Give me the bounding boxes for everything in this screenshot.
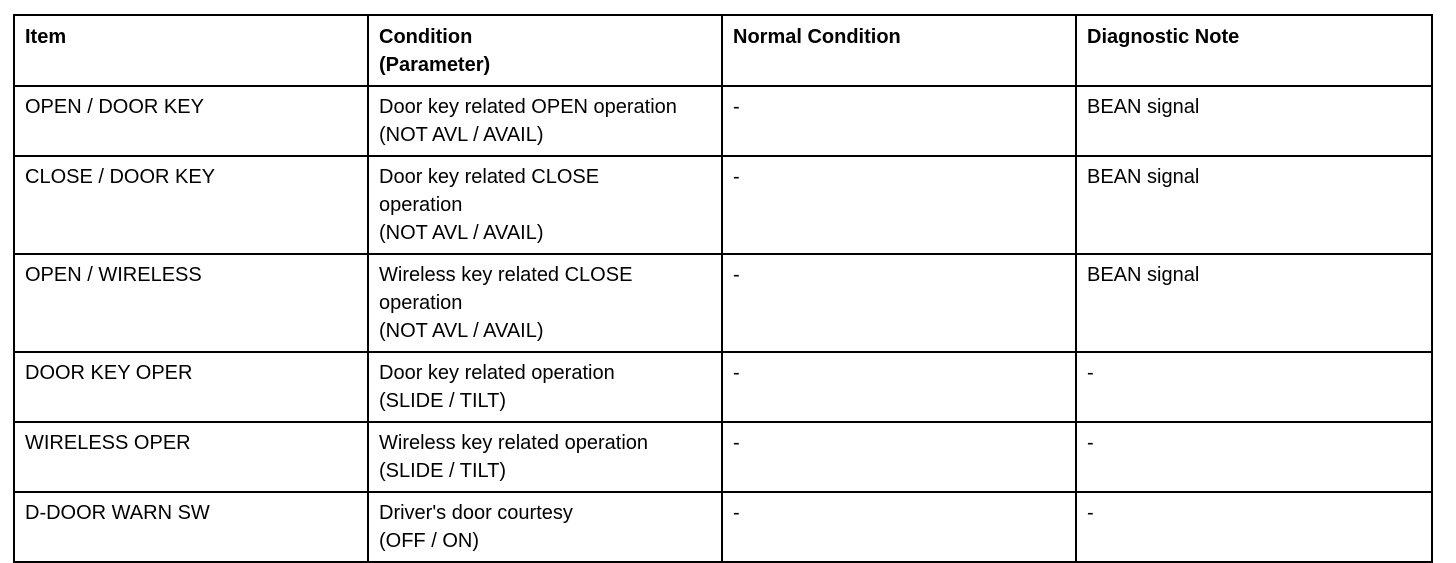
cell-diagnostic-note: - — [1076, 352, 1432, 422]
condition-line: Door key related operation — [379, 362, 615, 384]
condition-line: (SLIDE / TILT) — [379, 460, 507, 482]
cell-condition — [368, 156, 722, 254]
cell-item: OPEN / WIRELESS — [14, 254, 368, 352]
cell-item: CLOSE / DOOR KEY — [14, 156, 368, 254]
condition-line: (OFF / ON) — [379, 530, 479, 552]
cell-diagnostic-note: BEAN signal — [1076, 156, 1432, 254]
condition-line: (SLIDE / TILT) — [379, 390, 507, 412]
cell-normal-condition: - — [722, 492, 1076, 562]
header-item: Item — [14, 15, 368, 86]
cell-diagnostic-note: BEAN signal — [1076, 86, 1432, 156]
header-condition — [368, 15, 722, 86]
header-diagnostic-note: Diagnostic Note — [1076, 15, 1432, 86]
data-list-table — [13, 14, 1433, 563]
cell-condition — [368, 492, 722, 562]
cell-item: WIRELESS OPER — [14, 422, 368, 492]
cell-diagnostic-note: BEAN signal — [1076, 254, 1432, 352]
header-condition-sublabel: (Parameter) — [379, 54, 491, 76]
condition-line: Wireless key related CLOSE — [379, 264, 633, 286]
cell-item: DOOR KEY OPER — [14, 352, 368, 422]
cell-condition — [368, 422, 722, 492]
cell-item: D-DOOR WARN SW — [14, 492, 368, 562]
condition-line: Driver's door courtesy — [379, 502, 573, 524]
cell-diagnostic-note: - — [1076, 492, 1432, 562]
condition-line: operation — [379, 194, 463, 216]
condition-line: operation — [379, 292, 463, 314]
cell-item: OPEN / DOOR KEY — [14, 86, 368, 156]
cell-normal-condition: - — [722, 156, 1076, 254]
table-row — [14, 492, 1432, 562]
cell-diagnostic-note: - — [1076, 422, 1432, 492]
cell-condition — [368, 86, 722, 156]
condition-line: (NOT AVL / AVAIL) — [379, 222, 544, 244]
cell-normal-condition: - — [722, 86, 1076, 156]
table-row — [14, 156, 1432, 254]
condition-line: (NOT AVL / AVAIL) — [379, 320, 544, 342]
table-row — [14, 422, 1432, 492]
table-row — [14, 254, 1432, 352]
header-normal-condition: Normal Condition — [722, 15, 1076, 86]
cell-normal-condition: - — [722, 422, 1076, 492]
table-row — [14, 86, 1432, 156]
condition-line: (NOT AVL / AVAIL) — [379, 124, 544, 146]
table-header-row — [14, 15, 1432, 86]
cell-condition — [368, 352, 722, 422]
condition-line: Door key related OPEN operation — [379, 96, 677, 118]
header-condition-label: Condition — [379, 26, 473, 48]
cell-condition — [368, 254, 722, 352]
condition-line: Door key related CLOSE — [379, 166, 600, 188]
cell-normal-condition: - — [722, 352, 1076, 422]
cell-normal-condition: - — [722, 254, 1076, 352]
condition-line: Wireless key related operation — [379, 432, 649, 454]
table-row — [14, 352, 1432, 422]
